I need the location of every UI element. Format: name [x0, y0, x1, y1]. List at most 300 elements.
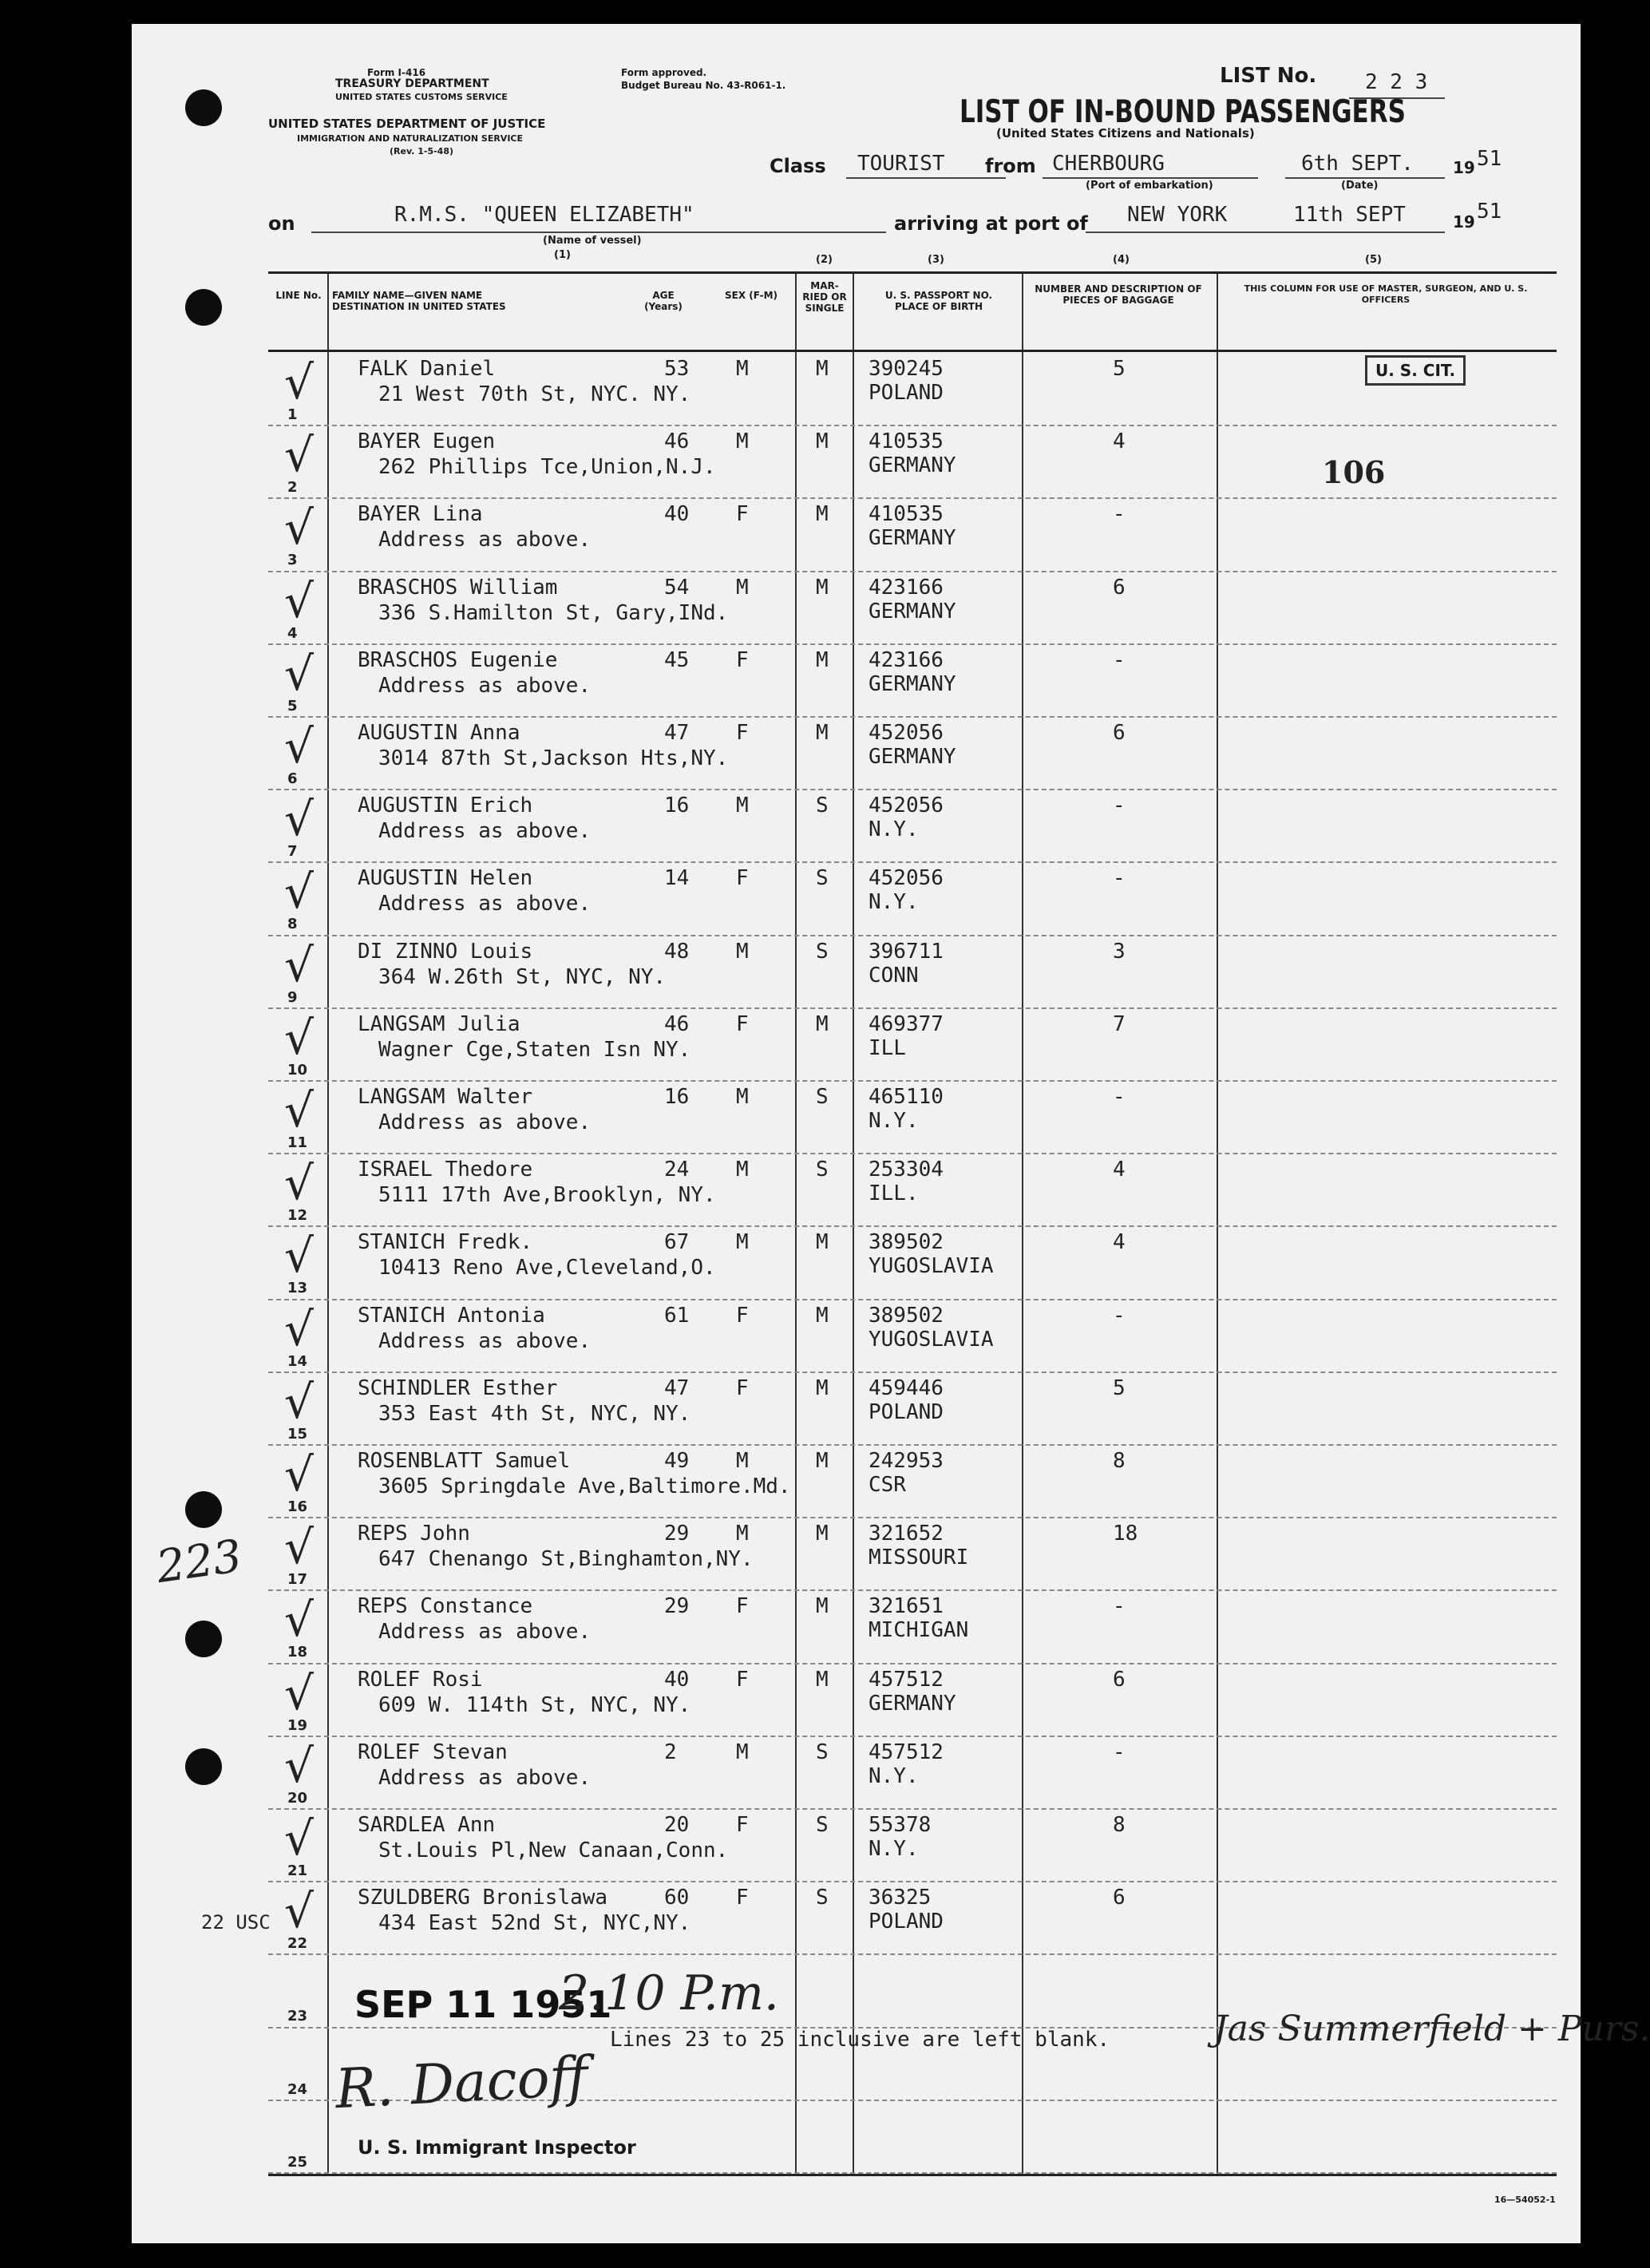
row-name: REPS John — [358, 1522, 470, 1546]
class-label: Class — [770, 155, 826, 177]
row-birthplace: GERMANY — [869, 671, 956, 696]
binder-hole — [185, 1491, 222, 1528]
check-mark-icon: √ — [284, 646, 314, 701]
arrival-year: 51 — [1477, 200, 1502, 224]
row-birthplace: ILL. — [869, 1181, 919, 1206]
row-name: SARDLEA Ann — [358, 1813, 496, 1837]
row-age: 20 — [664, 1813, 690, 1837]
row-baggage: 4 — [1113, 429, 1126, 454]
row-marital: S — [816, 939, 829, 964]
row-marital: S — [816, 866, 829, 891]
row-sex: F — [736, 1594, 749, 1619]
check-mark-icon: √ — [284, 1010, 314, 1065]
row-age: 24 — [664, 1158, 690, 1182]
row-address: 5111 17th Ave,Brooklyn, NY. — [378, 1183, 716, 1208]
col-header-age: AGE (Years) — [644, 290, 683, 312]
arrival-underline — [1086, 232, 1445, 233]
row-birthplace: GERMANY — [869, 745, 956, 769]
inspector-title: U. S. Immigrant Inspector — [358, 2136, 636, 2159]
table-row — [268, 1444, 1557, 1518]
row-address: 609 W. 114th St, NYC, NY. — [378, 1692, 691, 1717]
year-prefix-1: 19 — [1453, 158, 1475, 177]
on-label: on — [268, 212, 295, 235]
vessel-caption: (Name of vessel) — [543, 235, 642, 247]
row-address: Address as above. — [378, 673, 592, 698]
row-address: Address as above. — [378, 892, 592, 916]
row-line-number: 25 — [287, 2153, 308, 2171]
row-marital: M — [816, 647, 829, 672]
row-passport: 452056 — [869, 866, 944, 891]
row-marital: S — [816, 1813, 829, 1837]
col-num-4: (4) — [1113, 254, 1130, 266]
row-name: AUGUSTIN Anna — [358, 721, 520, 745]
row-sex: M — [736, 1085, 749, 1109]
row-line-number: 8 — [287, 916, 298, 933]
table-row — [268, 1225, 1557, 1299]
row-line-number: 12 — [287, 1207, 308, 1225]
row-sex: M — [736, 1230, 749, 1255]
check-mark-icon: √ — [284, 1593, 314, 1648]
master-signature: Jas Summerfield + Purs. — [1213, 2009, 1650, 2049]
row-sex: M — [736, 429, 749, 454]
row-baggage: 5 — [1113, 357, 1126, 381]
check-mark-icon: √ — [284, 573, 314, 628]
row-line-number: 19 — [287, 1716, 308, 1734]
row-marital: M — [816, 1522, 829, 1546]
row-age: 16 — [664, 794, 690, 818]
row-address: Address as above. — [378, 1328, 592, 1353]
col-header-married: MAR-RIED OR SINGLE — [802, 280, 847, 314]
row-baggage: 8 — [1113, 1813, 1126, 1837]
blank-lines-note: Lines 23 to 25 inclusive are left blank. — [610, 2028, 1110, 2052]
row-birthplace: N.Y. — [869, 1837, 919, 1861]
row-name: BAYER Lina — [358, 502, 483, 527]
time-note: 2.10 P.m. — [559, 1965, 779, 2021]
col-header-passport: U. S. PASSPORT NO. PLACE OF BIRTH — [884, 290, 993, 312]
table-row — [268, 1153, 1557, 1226]
row-age: 40 — [664, 502, 690, 527]
date-caption: (Date) — [1341, 180, 1379, 192]
margin-note-usc: 22 USC — [201, 1911, 271, 1934]
check-mark-icon: √ — [284, 428, 314, 483]
check-mark-icon: √ — [284, 937, 314, 992]
row-address: 647 Chenango St,Binghamton,NY. — [378, 1547, 754, 1572]
row-age: 47 — [664, 721, 690, 745]
check-mark-icon: √ — [284, 1884, 314, 1939]
row-passport: 321651 — [869, 1594, 944, 1619]
row-name: LANGSAM Julia — [358, 1011, 520, 1036]
row-marital: M — [816, 1230, 829, 1255]
row-baggage: - — [1113, 866, 1126, 891]
vessel-underline — [311, 232, 886, 233]
approval-line2: Budget Bureau No. 43-R061-1. — [621, 80, 786, 91]
row-address: Address as above. — [378, 819, 592, 844]
row-passport: 36325 — [869, 1886, 932, 1910]
table-row — [268, 789, 1557, 862]
row-passport: 396711 — [869, 939, 944, 964]
table-row — [268, 935, 1557, 1008]
row-birthplace: MICHIGAN — [869, 1618, 969, 1643]
row-name: BAYER Eugen — [358, 429, 496, 454]
row-sex: F — [736, 1813, 749, 1837]
inspector-signature: R. Dacoff — [334, 2044, 590, 2122]
row-name: ISRAEL Thedore — [358, 1158, 533, 1182]
list-no-label: LIST No. — [1220, 64, 1317, 88]
check-mark-icon: √ — [284, 1374, 314, 1429]
row-baggage: - — [1113, 1085, 1126, 1109]
row-age: 29 — [664, 1594, 690, 1619]
row-address: 353 East 4th St, NYC, NY. — [378, 1401, 691, 1426]
row-sex: M — [736, 794, 749, 818]
table-row — [268, 1589, 1557, 1663]
row-sex: M — [736, 357, 749, 381]
row-baggage: - — [1113, 1594, 1126, 1619]
handwritten-106: 106 — [1322, 454, 1386, 490]
check-mark-icon: √ — [284, 792, 314, 847]
arrival-port: NEW YORK — [1127, 203, 1228, 227]
table-row — [268, 1663, 1557, 1736]
row-marital: S — [816, 794, 829, 818]
row-marital: M — [816, 357, 829, 381]
row-sex: M — [736, 1522, 749, 1546]
manifest-subtitle: (United States Citizens and Nationals) — [996, 126, 1255, 141]
row-birthplace: N.Y. — [869, 890, 919, 915]
row-age: 46 — [664, 1011, 690, 1036]
row-birthplace: MISSOURI — [869, 1546, 969, 1570]
row-name: SZULDBERG Bronislawa — [358, 1886, 608, 1910]
row-age: 67 — [664, 1230, 690, 1255]
embarkation-date: 6th SEPT. — [1301, 152, 1414, 176]
table-row — [268, 497, 1557, 571]
row-passport: 410535 — [869, 502, 944, 527]
row-age: 40 — [664, 1667, 690, 1692]
row-line-number: 16 — [287, 1498, 308, 1515]
row-birthplace: POLAND — [869, 1910, 944, 1934]
row-passport: 452056 — [869, 721, 944, 745]
table-row — [268, 1736, 1557, 1809]
row-passport: 410535 — [869, 429, 944, 454]
check-mark-icon: √ — [284, 1811, 314, 1866]
margin-note-223: 223 — [152, 1530, 245, 1594]
row-passport: 452056 — [869, 794, 944, 818]
table-row — [268, 643, 1557, 717]
row-line-number: 18 — [287, 1644, 308, 1661]
row-baggage: 3 — [1113, 939, 1126, 964]
row-name: DI ZINNO Louis — [358, 939, 533, 964]
row-birthplace: CONN — [869, 963, 919, 988]
row-passport: 423166 — [869, 647, 944, 672]
check-mark-icon: √ — [284, 1229, 314, 1284]
row-line-number: 6 — [287, 770, 298, 787]
row-sex: M — [736, 575, 749, 600]
row-age: 54 — [664, 575, 690, 600]
row-baggage: 6 — [1113, 1886, 1126, 1910]
row-name: REPS Constance — [358, 1594, 533, 1619]
row-sex: F — [736, 1303, 749, 1328]
row-age: 60 — [664, 1886, 690, 1910]
row-passport: 390245 — [869, 357, 944, 381]
row-baggage: 18 — [1113, 1522, 1138, 1546]
row-baggage: - — [1113, 647, 1126, 672]
check-mark-icon: √ — [284, 1447, 314, 1502]
check-mark-icon: √ — [284, 501, 314, 556]
class-underline — [846, 177, 1006, 179]
col-header-line: LINE No. — [275, 290, 322, 301]
arriving-label: arriving at port of — [894, 212, 1088, 235]
row-name: ROLEF Stevan — [358, 1740, 508, 1764]
print-code: 16—54052-1 — [1494, 2195, 1556, 2205]
row-passport: 389502 — [869, 1303, 944, 1328]
row-line-number: 20 — [287, 1789, 308, 1807]
row-address: Wagner Cge,Staten Isn NY. — [378, 1037, 691, 1062]
col-header-officers: THIS COLUMN FOR USE OF MASTER, SURGEON, AND U. S. OFFICERS — [1244, 283, 1528, 305]
check-mark-icon: √ — [284, 1520, 314, 1575]
row-passport: 242953 — [869, 1449, 944, 1473]
row-name: STANICH Antonia — [358, 1303, 545, 1328]
row-baggage: - — [1113, 1303, 1126, 1328]
binder-hole — [185, 1748, 222, 1785]
row-passport: 423166 — [869, 575, 944, 600]
row-sex: F — [736, 1886, 749, 1910]
class-value: TOURIST — [857, 152, 945, 176]
port-underline — [1043, 177, 1258, 179]
row-age: 16 — [664, 1085, 690, 1109]
table-row — [268, 861, 1557, 935]
row-marital: M — [816, 1594, 829, 1619]
row-age: 46 — [664, 429, 690, 454]
row-marital: M — [816, 1303, 829, 1328]
row-sex: F — [736, 1375, 749, 1400]
row-address: Address as above. — [378, 1620, 592, 1645]
row-baggage: 8 — [1113, 1449, 1126, 1473]
row-age: 53 — [664, 357, 690, 381]
row-age: 2 — [664, 1740, 677, 1764]
row-sex: F — [736, 502, 749, 527]
row-passport: 457512 — [869, 1667, 944, 1692]
row-age: 48 — [664, 939, 690, 964]
row-passport: 253304 — [869, 1158, 944, 1182]
table-row — [268, 1371, 1557, 1445]
from-label: from — [985, 155, 1036, 177]
row-address: 262 Phillips Tce,Union,N.J. — [378, 455, 716, 480]
row-birthplace: GERMANY — [869, 453, 956, 478]
row-name: STANICH Fredk. — [358, 1230, 533, 1255]
col-header-sex: SEX (F-M) — [725, 290, 778, 301]
row-address: 336 S.Hamilton St, Gary,INd. — [378, 600, 729, 625]
check-mark-icon: √ — [284, 865, 314, 920]
check-mark-icon: √ — [284, 1738, 314, 1793]
date-underline — [1285, 177, 1445, 179]
row-birthplace: YUGOSLAVIA — [869, 1254, 994, 1279]
row-name: AUGUSTIN Helen — [358, 866, 533, 891]
table-row — [268, 716, 1557, 790]
row-marital: S — [816, 1886, 829, 1910]
revision: (Rev. 1-5-48) — [390, 146, 454, 156]
row-birthplace: ILL — [869, 1035, 906, 1060]
row-passport: 321652 — [869, 1522, 944, 1546]
row-address: 364 W.26th St, NYC, NY. — [378, 964, 667, 989]
row-passport: 465110 — [869, 1085, 944, 1109]
row-birthplace: YUGOSLAVIA — [869, 1327, 994, 1352]
row-address: 3014 87th St,Jackson Hts,NY. — [378, 746, 729, 770]
row-birthplace: CSR — [869, 1473, 906, 1497]
check-mark-icon: √ — [284, 1156, 314, 1211]
row-age: 29 — [664, 1522, 690, 1546]
row-birthplace: GERMANY — [869, 526, 956, 551]
row-age: 47 — [664, 1375, 690, 1400]
row-birthplace: N.Y. — [869, 817, 919, 842]
row-baggage: 4 — [1113, 1230, 1126, 1255]
row-name: LANGSAM Walter — [358, 1085, 533, 1109]
row-marital: M — [816, 721, 829, 745]
row-baggage: - — [1113, 794, 1126, 818]
row-line-number: 3 — [287, 552, 298, 569]
row-line-number: 4 — [287, 624, 298, 642]
arrival-date: 11th SEPT — [1293, 203, 1406, 227]
row-birthplace: GERMANY — [869, 599, 956, 623]
row-birthplace: GERMANY — [869, 1691, 956, 1716]
row-marital: M — [816, 429, 829, 454]
table-row — [268, 1007, 1557, 1081]
row-address: St.Louis Pl,New Canaan,Conn. — [378, 1839, 729, 1862]
check-mark-icon: √ — [284, 1301, 314, 1356]
customs-service: UNITED STATES CUSTOMS SERVICE — [335, 92, 508, 102]
row-sex: M — [736, 939, 749, 964]
row-address: 21 West 70th St, NYC. NY. — [378, 382, 691, 406]
row-baggage: 6 — [1113, 721, 1126, 745]
row-baggage: 5 — [1113, 1375, 1126, 1400]
row-line-number: 15 — [287, 1425, 308, 1443]
row-address: Address as above. — [378, 528, 592, 552]
binder-hole — [185, 289, 222, 326]
manifest-title: LIST OF IN-BOUND PASSENGERS — [960, 94, 1406, 130]
row-name: FALK Daniel — [358, 357, 496, 381]
row-baggage: - — [1113, 1740, 1126, 1764]
row-sex: F — [736, 647, 749, 672]
passenger-table — [268, 271, 1557, 2176]
row-baggage: 6 — [1113, 1667, 1126, 1692]
row-line-number: 22 — [287, 1935, 308, 1953]
row-age: 49 — [664, 1449, 690, 1473]
us-citizen-stamp: U. S. CIT. — [1365, 355, 1466, 386]
table-row — [268, 1080, 1557, 1154]
row-age: 61 — [664, 1303, 690, 1328]
row-sex: F — [736, 1011, 749, 1036]
row-line-number: 2 — [287, 479, 298, 497]
check-mark-icon: √ — [284, 719, 314, 774]
vessel-name: R.M.S. "QUEEN ELIZABETH" — [394, 203, 694, 227]
row-address: 434 East 52nd St, NYC,NY. — [378, 1911, 691, 1936]
table-row — [268, 1808, 1557, 1882]
date-received-stamp: SEP 11 1951 — [354, 1983, 612, 2026]
row-address: Address as above. — [378, 1765, 592, 1790]
row-line-number: 23 — [287, 2008, 308, 2025]
row-sex: F — [736, 721, 749, 745]
row-line-number: 14 — [287, 1352, 308, 1370]
table-row — [268, 1517, 1557, 1590]
row-passport: 457512 — [869, 1740, 944, 1764]
justice-dept: UNITED STATES DEPARTMENT OF JUSTICE — [268, 117, 546, 131]
row-sex: F — [736, 1667, 749, 1692]
col-num-2: (2) — [816, 254, 833, 266]
row-sex: F — [736, 866, 749, 891]
row-line-number: 5 — [287, 697, 298, 714]
row-marital: M — [816, 1011, 829, 1036]
row-line-number: 24 — [287, 2080, 308, 2098]
row-sex: M — [736, 1740, 749, 1764]
row-marital: M — [816, 575, 829, 600]
row-line-number: 1 — [287, 406, 298, 423]
row-marital: S — [816, 1740, 829, 1764]
row-name: SCHINDLER Esther — [358, 1375, 558, 1400]
row-marital: S — [816, 1085, 829, 1109]
row-address: Address as above. — [378, 1110, 592, 1134]
row-birthplace: POLAND — [869, 1399, 944, 1424]
row-line-number: 10 — [287, 1061, 308, 1079]
approval-line1: Form approved. — [621, 67, 707, 78]
ins-service: IMMIGRATION AND NATURALIZATION SERVICE — [297, 133, 524, 144]
row-marital: M — [816, 1667, 829, 1692]
row-line-number: 7 — [287, 843, 298, 861]
check-mark-icon: √ — [284, 1665, 314, 1720]
row-baggage: 6 — [1113, 575, 1126, 600]
row-name: ROSENBLATT Samuel — [358, 1449, 571, 1473]
col-header-name: FAMILY NAME—GIVEN NAME DESTINATION IN UNITED STATES — [332, 290, 506, 312]
binder-hole — [185, 89, 222, 126]
row-divider — [268, 2172, 1557, 2174]
row-sex: M — [736, 1449, 749, 1473]
vessel-col-num: (1) — [554, 249, 571, 261]
row-marital: S — [816, 1158, 829, 1182]
row-baggage: 4 — [1113, 1158, 1126, 1182]
row-marital: M — [816, 502, 829, 527]
list-no-value: 2 2 3 — [1365, 70, 1428, 94]
year-prefix-2: 19 — [1453, 212, 1475, 232]
row-age: 45 — [664, 647, 690, 672]
row-marital: M — [816, 1375, 829, 1400]
treasury-dept: TREASURY DEPARTMENT — [335, 77, 489, 90]
row-name: ROLEF Rosi — [358, 1667, 483, 1692]
row-birthplace: N.Y. — [869, 1109, 919, 1133]
row-birthplace: POLAND — [869, 381, 944, 405]
table-row — [268, 1299, 1557, 1372]
row-birthplace: N.Y. — [869, 1763, 919, 1788]
check-mark-icon: √ — [284, 355, 314, 410]
row-age: 14 — [664, 866, 690, 891]
row-passport: 469377 — [869, 1011, 944, 1036]
row-name: AUGUSTIN Erich — [358, 794, 533, 818]
binder-hole — [185, 1621, 222, 1657]
row-line-number: 13 — [287, 1280, 308, 1297]
table-row — [268, 571, 1557, 644]
row-marital: M — [816, 1449, 829, 1473]
row-name: BRASCHOS William — [358, 575, 558, 600]
row-passport: 55378 — [869, 1813, 932, 1837]
check-mark-icon: √ — [284, 1083, 314, 1138]
table-row — [268, 1881, 1557, 1954]
form-number: Form I-416 — [367, 67, 426, 78]
embarkation-year: 51 — [1477, 147, 1502, 171]
col-num-3: (3) — [928, 254, 944, 266]
row-address: 3605 Springdale Ave,Baltimore.Md. — [378, 1474, 791, 1498]
row-name: BRASCHOS Eugenie — [358, 647, 558, 672]
row-line-number: 9 — [287, 988, 298, 1006]
row-line-number: 17 — [287, 1571, 308, 1589]
port-of-embarkation: CHERBOURG — [1052, 152, 1165, 176]
row-line-number: 21 — [287, 1862, 308, 1879]
row-sex: M — [736, 1158, 749, 1182]
row-passport: 459446 — [869, 1375, 944, 1400]
